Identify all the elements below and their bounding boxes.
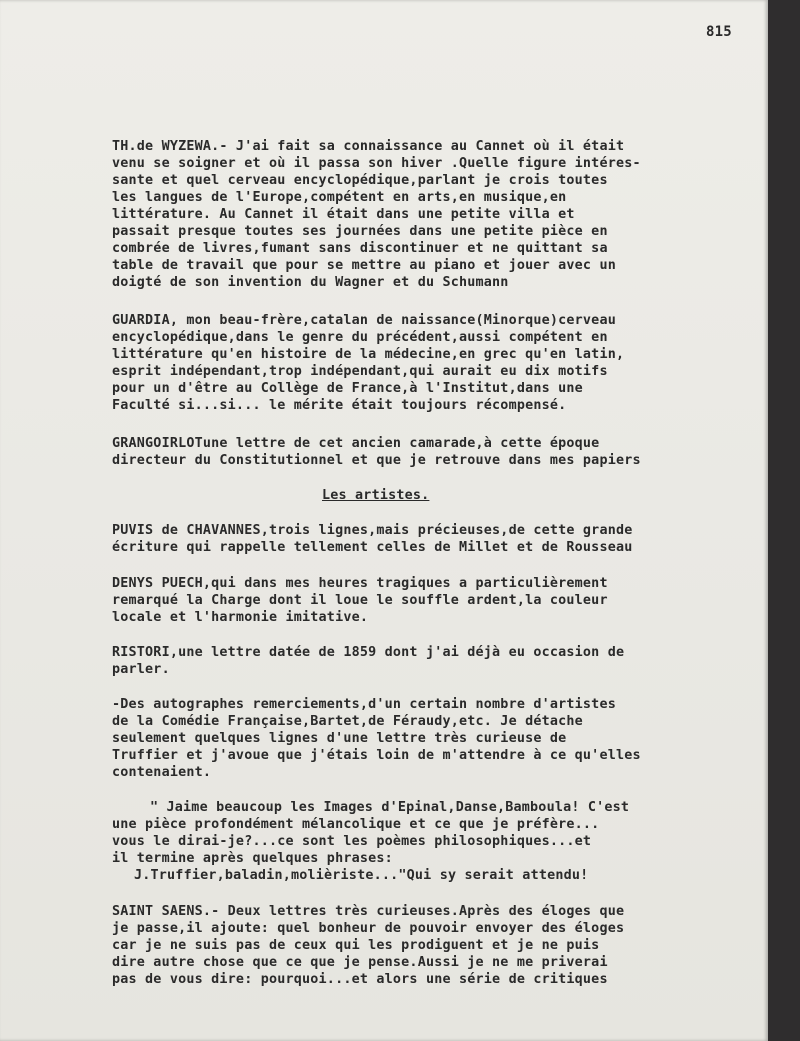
text-line: littérature. Au Cannet il était dans une petite villa et [112, 207, 575, 222]
section-heading: Les artistes. [322, 488, 430, 503]
text-line: remarqué la Charge dont il loue le souffle ardent,la couleur [112, 593, 608, 608]
text-line: dire autre chose que ce que je pense.Aussi je ne me priverai [112, 955, 608, 970]
text-line: les langues de l'Europe,compétent en arts,en musique,en [112, 190, 567, 205]
scan-edge [768, 0, 800, 1041]
text-line: doigté de son invention du Wagner et du Schumann [112, 275, 509, 290]
text-line: DENYS PUECH,qui dans mes heures tragiques a particulièrement [112, 576, 608, 591]
text-line: contenaient. [112, 765, 212, 780]
text-line: vous le dirai-je?...ce sont les poèmes philosophiques...et [112, 834, 592, 849]
text-line: SAINT SAENS.- Deux lettres très curieuses.Après des éloges que [112, 904, 625, 919]
text-line: GRANGOIRLOTune lettre de cet ancien camarade,à cette époque [112, 436, 600, 451]
text-line: passait presque toutes ses journées dans une petite pièce en [112, 224, 608, 239]
text-line: TH.de WYZEWA.- J'ai fait sa connaissance au Cannet où il était [112, 139, 625, 154]
text-line: " Jaime beaucoup les Images d'Epinal,Danse,Bamboula! C'est [150, 800, 630, 815]
text-line: -Des autographes remerciements,d'un certain nombre d'artistes [112, 697, 616, 712]
text-line: Faculté si...si... le mérite était toujours récompensé. [112, 398, 567, 413]
text-line: locale et l'harmonie imitative. [112, 610, 369, 625]
text-line: pas de vous dire: pourquoi...et alors une série de critiques [112, 972, 608, 987]
text-line: écriture qui rappelle tellement celles de Millet et de Rousseau [112, 540, 633, 555]
text-line: une pièce profondément mélancolique et ce que je préfère... [112, 817, 600, 832]
page-number: 815 [706, 24, 732, 40]
text-line: il termine après quelques phrases: [112, 851, 393, 866]
text-line: PUVIS de CHAVANNES,trois lignes,mais précieuses,de cette grande [112, 523, 633, 538]
text-line: de la Comédie Française,Bartet,de Féraudy,etc. Je détache [112, 714, 583, 729]
text-line: je passe,il ajoute: quel bonheur de pouvoir envoyer des éloges [112, 921, 625, 936]
text-line: parler. [112, 662, 170, 677]
text-line: combrée de livres,fumant sans discontinuer et ne quittant sa [112, 241, 608, 256]
text-line: GUARDIA, mon beau-frère,catalan de naissance(Minorque)cerveau [112, 313, 616, 328]
text-line: directeur du Constitutionnel et que je retrouve dans mes papiers [112, 453, 641, 468]
text-line: pour un d'être au Collège de France,à l'Institut,dans une [112, 381, 583, 396]
text-line: esprit indépendant,trop indépendant,qui aurait eu dix motifs [112, 364, 608, 379]
text-line: encyclopédique,dans le genre du précédent,aussi compétent en [112, 330, 608, 345]
text-line: car je ne suis pas de ceux qui les prodiguent et je ne puis [112, 938, 600, 953]
text-line: littérature qu'en histoire de la médecine,en grec qu'en latin, [112, 347, 625, 362]
text-line: RISTORI,une lettre datée de 1859 dont j'ai déjà eu occasion de [112, 645, 625, 660]
text-line: Truffier et j'avoue que j'étais loin de m'attendre à ce qu'elles [112, 748, 641, 763]
text-line: table de travail que pour se mettre au piano et jouer avec un [112, 258, 616, 273]
text-line: venu se soigner et où il passa son hiver .Quelle figure intéres- [112, 156, 641, 171]
text-line: sante et quel cerveau encyclopédique,parlant je crois toutes [112, 173, 608, 188]
text-line: seulement quelques lignes d'une lettre très curieuse de [112, 731, 567, 746]
text-line: J.Truffier,baladin,molièriste..."Qui sy serait attendu! [134, 868, 589, 883]
